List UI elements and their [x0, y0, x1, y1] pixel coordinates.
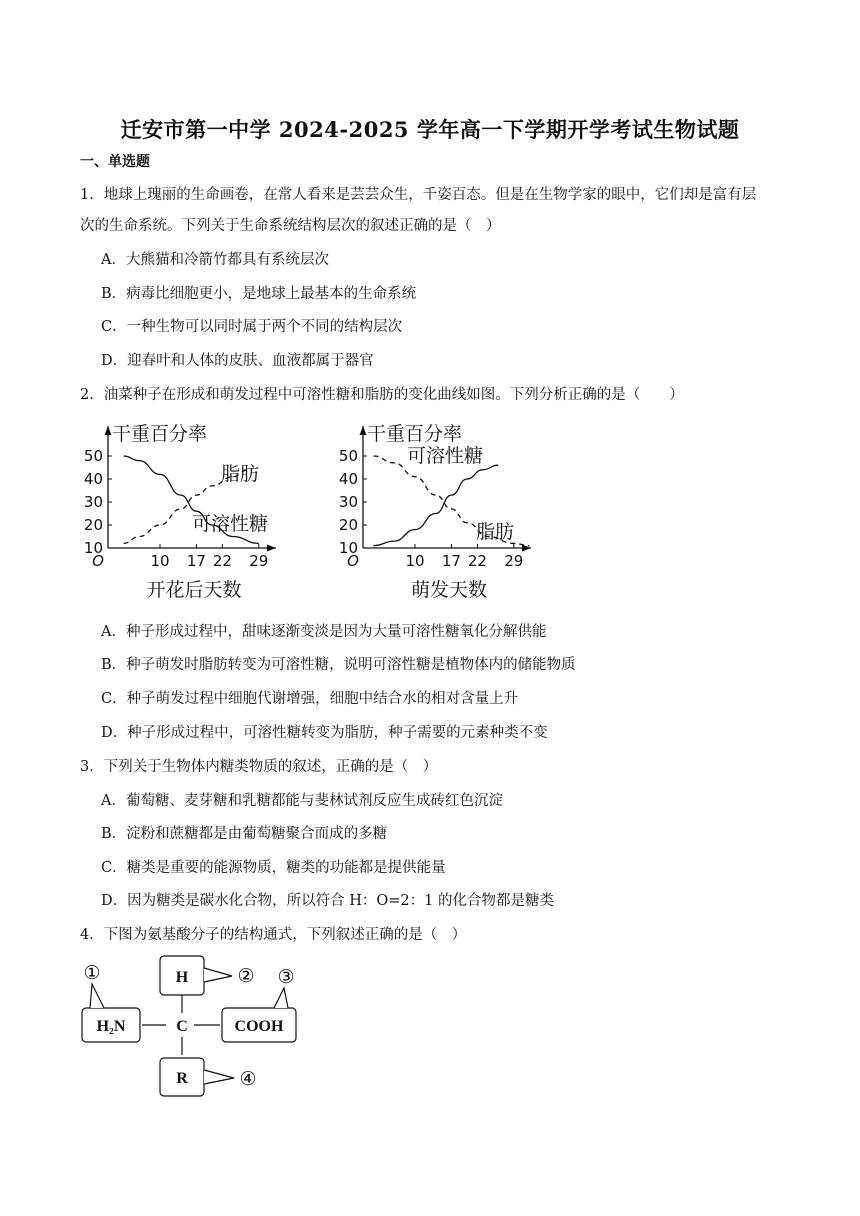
q2-option-a: A．种子形成过程中，甜味逐渐变淡是因为大量可溶性糖氧化分解供能 [101, 624, 547, 640]
q2-option-d: D．种子形成过程中，可溶性糖转变为脂肪，种子需要的元素种类不变 [101, 725, 548, 741]
x-tick-label: 29 [504, 552, 524, 570]
q3-stem: 3．下列关于生物体内糖类物质的叙述，正确的是（ ） [80, 759, 438, 775]
q2-stem: 2．油菜种子在形成和萌发过程中可溶性糖和脂肪的变化曲线如图。下列分析正确的是（ ） [80, 387, 684, 403]
chart-seed-formation [80, 418, 295, 603]
amino-acid-structure-diagram [78, 950, 318, 1110]
y-axis-arrow [105, 426, 112, 435]
x-tick-label: 22 [212, 552, 232, 570]
y-axis-label: 干重百分率 [112, 423, 208, 445]
origin-label: O [347, 552, 359, 570]
y-tick-label: 20 [338, 516, 358, 534]
q3-option-a: A．葡萄糖、麦芽糖和乳糖都能与斐林试剂反应生成砖红色沉淀 [101, 793, 503, 809]
central-carbon: C [176, 1018, 188, 1035]
q2-option-b: B．种子萌发时脂肪转变为可溶性糖，说明可溶性糖是植物体内的储能物质 [101, 657, 576, 673]
y-tick-label: 40 [338, 470, 358, 488]
carboxyl-group-text: COOH [234, 1018, 284, 1035]
series-label: 可溶性糖 [191, 513, 269, 535]
y-tick-label: 30 [83, 493, 103, 511]
x-tick-label: 22 [467, 552, 487, 570]
page-title: 迁安市第一中学 2024-2025 学年高一下学期开学考试生物试题 [120, 117, 740, 142]
x-tick-label: 10 [405, 552, 425, 570]
q1-option-c: C．一种生物可以同时属于两个不同的结构层次 [101, 319, 403, 335]
y-tick-label: 50 [338, 447, 358, 465]
q1-option-a: A．大熊猫和冷箭竹都具有系统层次 [101, 252, 329, 268]
y-tick-label: 10 [83, 539, 103, 557]
callout-1-pointer [90, 984, 104, 1008]
label-3: ③ [277, 967, 295, 988]
label-1: ① [83, 963, 101, 984]
y-tick-label: 30 [338, 493, 358, 511]
r-group-text: R [176, 1070, 188, 1087]
y-tick-label: 10 [338, 539, 358, 557]
series-label: 脂肪 [475, 521, 515, 543]
amino-group-text: H₂N [96, 1018, 126, 1035]
x-tick-label: 17 [441, 552, 461, 570]
x-tick-label: 17 [186, 552, 206, 570]
q3-option-b: B．淀粉和蔗糖都是由葡萄糖聚合而成的多糖 [101, 826, 388, 842]
callout-2-pointer [204, 968, 232, 982]
q2-option-c: C．种子萌发过程中细胞代谢增强，细胞中结合水的相对含量上升 [101, 691, 519, 707]
y-tick-label: 50 [83, 447, 103, 465]
x-tick-label: 10 [150, 552, 170, 570]
callout-4-pointer [204, 1070, 234, 1084]
series-label: 可溶性糖 [406, 445, 484, 467]
x-axis-label: 开花后天数 [146, 579, 242, 601]
callout-3-pointer [274, 988, 288, 1008]
origin-label: O [92, 552, 104, 570]
q3-option-c: C．糖类是重要的能源物质，糖类的功能都是提供能量 [101, 860, 446, 876]
series-label: 脂肪 [220, 463, 260, 485]
y-axis-label: 干重百分率 [367, 423, 463, 445]
q1-stem-line2: 次的生命系统。下列关于生命系统结构层次的叙述正确的是（ ） [80, 218, 501, 234]
y-tick-label: 20 [83, 516, 103, 534]
y-axis-arrow [360, 426, 367, 435]
label-4: ④ [239, 1069, 257, 1090]
q3-option-d: D．因为糖类是碳水化合物，所以符合 H：O=2：1 的化合物都是糖类 [101, 893, 554, 909]
label-2: ② [237, 966, 255, 987]
x-axis-label: 萌发天数 [410, 579, 488, 601]
x-axis-arrow [267, 545, 276, 552]
q1-option-b: B．病毒比细胞更小，是地球上最基本的生命系统 [101, 286, 417, 302]
y-tick-label: 40 [83, 470, 103, 488]
q4-stem: 4．下图为氨基酸分子的结构通式，下列叙述正确的是（ ） [80, 927, 467, 943]
q1-option-d: D．迎春叶和人体的皮肤、血液都属于器官 [101, 353, 374, 369]
section-heading: 一、单选题 [80, 154, 150, 170]
h-group-text: H [175, 969, 189, 986]
q1-stem-line1: 1．地球上瑰丽的生命画卷，在常人看来是芸芸众生，千姿百态。但是在生物学家的眼中，它们却是富有层 [80, 187, 757, 203]
x-tick-label: 29 [249, 552, 269, 570]
chart-seed-germination [335, 418, 550, 603]
